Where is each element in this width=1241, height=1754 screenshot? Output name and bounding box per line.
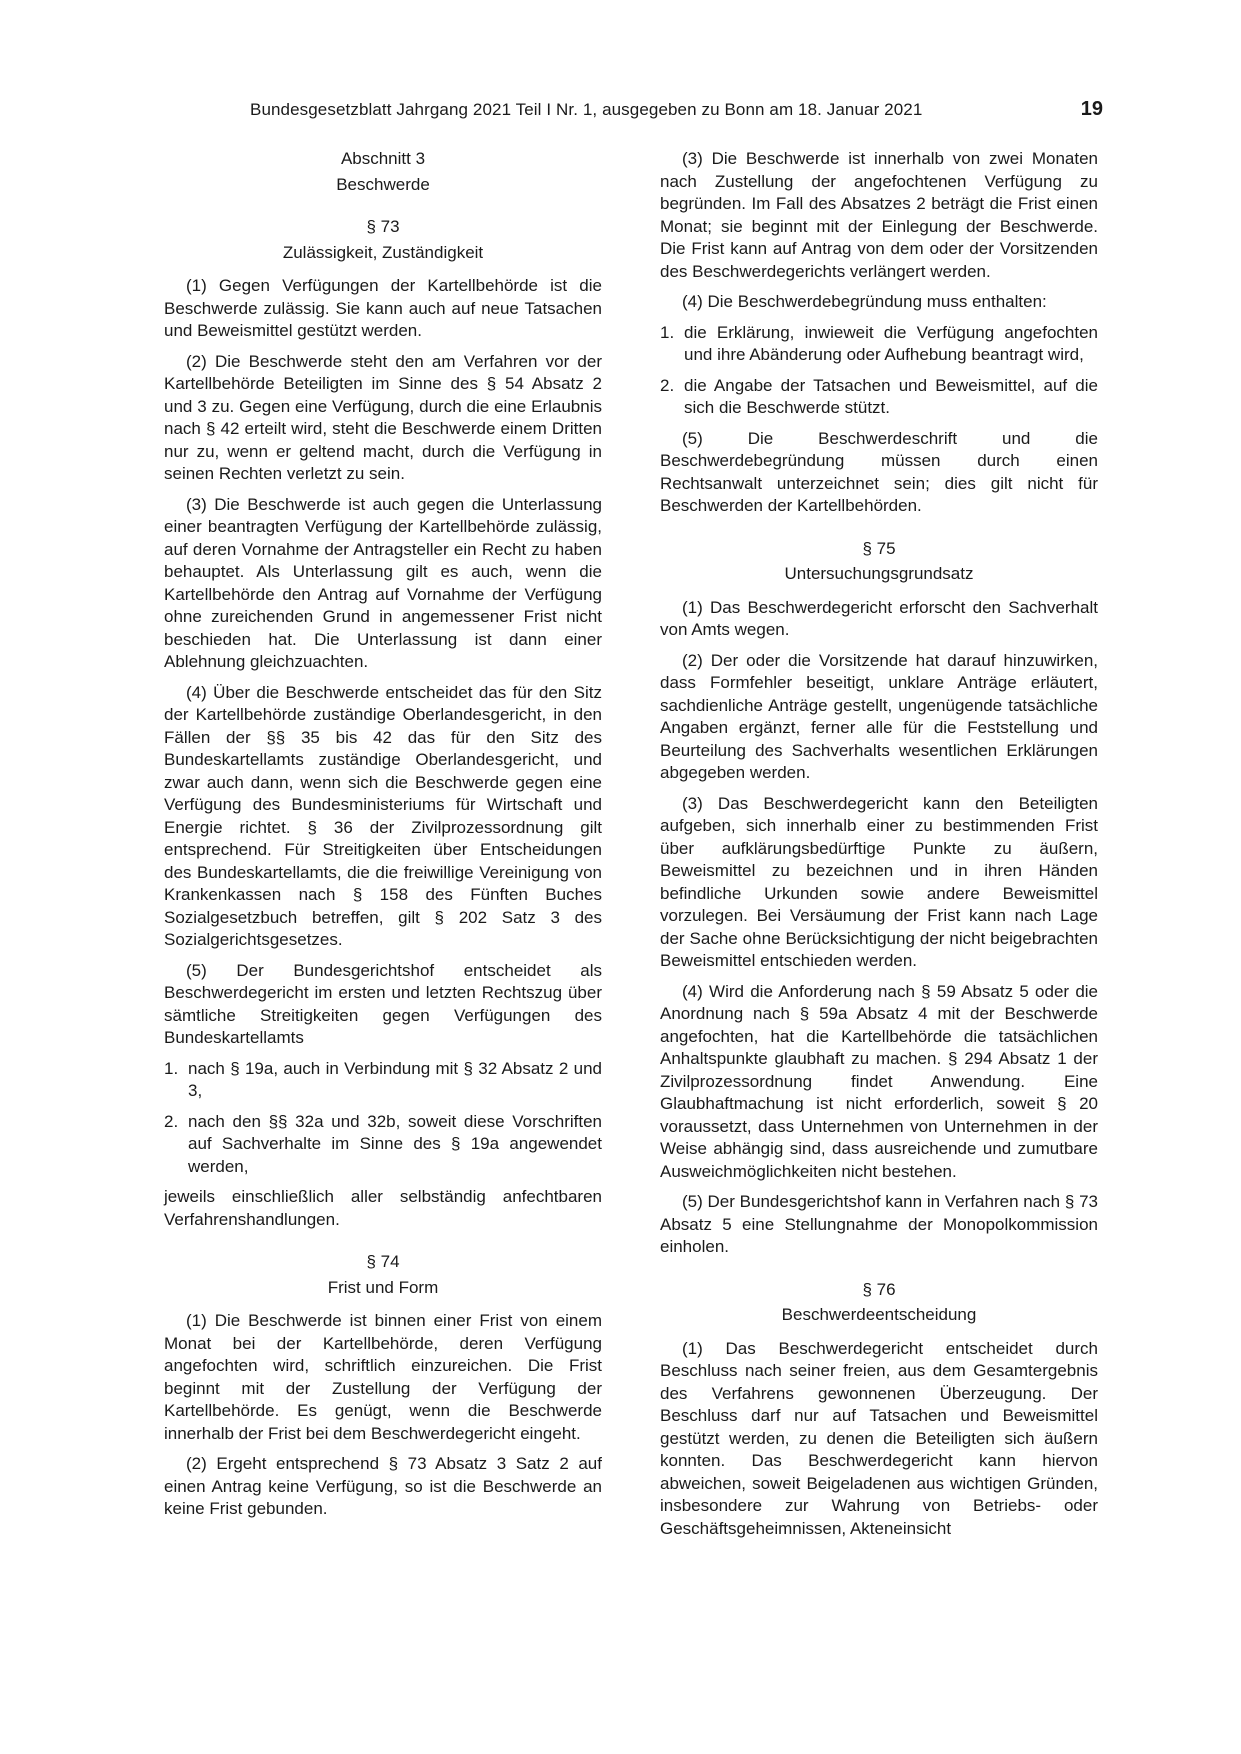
s74-absatz-4: (4) Die Beschwerdebegründung muss enthalten:: [682, 292, 1047, 311]
header-text: Bundesgesetzblatt Jahrgang 2021 Teil I Nr. 1, ausgegeben zu Bonn am 18. Januar 2021: [250, 100, 923, 119]
paragraph-title-73: Zulässigkeit, Zuständigkeit: [282, 242, 484, 262]
paragraph-title-75: Untersuchungsgrundsatz: [784, 564, 974, 583]
list-item-text: nach § 19a, auch in Verbindung mit § 32 Absatz 2 und 3,: [188, 1058, 602, 1100]
right-column: [660, 148, 1098, 1548]
page-header: [164, 98, 1103, 126]
list-item: [164, 1111, 602, 1179]
s75-absatz-2: (2) Der oder die Vorsitzende hat darauf hinzuwirken, dass Formfehler beseitigt, unklare Anträge erläutert, sachdienliche Anträge gestellt, ungenügende tatsächliche Angaben ergänzt, ferner alle für die Feststellung und Beurteilung des Sachverhalts wesentlichen Erklärungen abgegeben werden.: [660, 650, 1098, 782]
left-column: [164, 148, 602, 1529]
s74-absatz-5: (5) Die Beschwerdeschrift und die Beschwerdebegründung müssen durch einen Rechtsanwalt unterzeichnet sein; dies gilt nicht für Beschwerden der Kartellbehörden.: [660, 428, 1098, 515]
list-item-number: 1.: [164, 1058, 179, 1078]
s74-absatz-2: (2) Ergeht entsprechend § 73 Absatz 3 Satz 2 auf einen Antrag keine Verfügung, so ist die Beschwerde an keine Frist gebunden.: [164, 1454, 602, 1518]
s73-absatz-4: (4) Über die Beschwerde entscheidet das für den Sitz der Kartellbehörde zuständige Oberlandesgericht, in den Fällen der §§ 35 bis 42 das für den Sitz des Bundeskartellamts zuständige Oberlandesgericht, und zwar auch dann, wenn sich die Beschwerde gegen eine Verfügung des Bundesministeriums für Wirtschaft und Energie richtet. § 36 der Zivilprozessordnung gilt entsprechend. Für Streitigkeiten über Entscheidungen des Bundeskartellamts, die die freiwillige Vereinigung von Krankenkassen nach § 158 des Fünften Buches Sozialgesetzbuch betreffen, gilt § 202 Satz 3 des Sozialgerichtsgesetzes.: [164, 682, 602, 949]
s73-absatz-5-list: [164, 1058, 602, 1179]
page-number: 19: [1080, 98, 1103, 120]
s74-absatz-4-list: [660, 322, 1098, 420]
s73-absatz-1: (1) Gegen Verfügungen der Kartellbehörde ist die Beschwerde zulässig. Sie kann auch auf neue Tatsachen und Beweismittel gestützt werden.: [164, 276, 602, 340]
list-item-text: die Angabe der Tatsachen und Beweismittel, auf die sich die Beschwerde stützt.: [684, 375, 1098, 417]
s74-absatz-1: (1) Die Beschwerde ist binnen einer Frist von einem Monat bei der Kartellbehörde, deren Verfügung angefochten wird, schriftlich einzureichen. Die Frist beginnt mit der Zustellung der Verfügung der Kartellbehörde. Es genügt, wenn die Beschwerde innerhalb der Frist bei dem Beschwerdegericht eingeht.: [164, 1311, 602, 1443]
list-item-text: die Erklärung, inwieweit die Verfügung angefochten und ihre Abänderung oder Aufhebung beantragt wird,: [684, 322, 1098, 364]
list-item: [164, 1058, 602, 1103]
paragraph-number-73: § 73: [366, 217, 400, 236]
paragraph-number-75: § 75: [862, 538, 896, 558]
s75-absatz-1: (1) Das Beschwerdegericht erforscht den Sachverhalt von Amts wegen.: [660, 597, 1098, 639]
paragraph-title-76: Beschwerdeentscheidung: [781, 1305, 977, 1324]
s73-absatz-5: (5) Der Bundesgerichtshof entscheidet als Beschwerdegericht im ersten und letzten Rechtszug über sämtliche Streitigkeiten gegen Verfügungen des Bundeskartellamts: [164, 960, 602, 1047]
list-item-text: nach den §§ 32a und 32b, soweit diese Vorschriften auf Sachverhalte im Sinne des § 19a angewendet werden,: [188, 1111, 602, 1176]
section-title: Beschwerde: [336, 174, 430, 194]
list-item: [660, 375, 1098, 420]
list-item-number: 2.: [660, 375, 675, 395]
s75-absatz-3: (3) Das Beschwerdegericht kann den Beteiligten aufgeben, sich innerhalb einer zu bestimmenden Frist über aufklärungsbedürftige Punkte zu äußern, Beweismittel zu bezeichnen und in ihren Händen befindliche Urkunden sowie andere Beweismittel vorzulegen. Bei Versäumung der Frist kann nach Lage der Sache ohne Berücksichtigung der nicht beigebrachten Beweismittel entschieden werden.: [660, 793, 1098, 970]
s73-absatz-3: (3) Die Beschwerde ist auch gegen die Unterlassung einer beantragten Verfügung der Kartellbehörde zulässig, auf deren Vornahme der Antragsteller ein Recht zu haben behauptet. Als Unterlassung gilt es auch, wenn die Kartellbehörde den Antrag auf Vornahme der Verfügung ohne zureichenden Grund in angemessener Frist nicht beschieden hat. Die Unterlassung ist dann einer Ablehnung gleichzuachten.: [164, 494, 602, 671]
list-item: [660, 322, 1098, 367]
s76-absatz-1: (1) Das Beschwerdegericht entscheidet durch Beschluss nach seiner freien, aus dem Gesamtergebnis des Verfahrens gewonnenen Überzeugung. Der Beschluss darf nur auf Tatsachen und Beweismittel gestützt werden, zu denen die Beteiligten sich äußern konnten. Das Beschwerdegericht kann hiervon abweichen, soweit Beigeladenen aus wichtigen Gründen, insbesondere zur Wahrung von Betriebs- oder Geschäftsgeheimnissen, Akteneinsicht: [660, 1338, 1098, 1538]
paragraph-number-76: § 76: [862, 1279, 896, 1299]
section-heading: Abschnitt 3: [340, 149, 426, 168]
list-item-number: 1.: [660, 322, 675, 342]
paragraph-title-74: Frist und Form: [327, 1277, 439, 1297]
s74-absatz-3: (3) Die Beschwerde ist innerhalb von zwei Monaten nach Zustellung der angefochtenen Verfügung zu begründen. Im Fall des Absatzes 2 beträgt die Frist einen Monat; sie beginnt mit der Einlegung der Beschwerde. Die Frist kann auf Antrag von dem oder der Vorsitzenden des Beschwerdegerichts verlängert werden.: [660, 149, 1098, 281]
s73-absatz-2: (2) Die Beschwerde steht den am Verfahren vor der Kartellbehörde Beteiligten im Sinne des § 54 Absatz 2 und 3 zu. Gegen eine Verfügung, durch die eine Erlaubnis nach § 42 erteilt wird, steht die Beschwerde einem Dritten nur zu, wenn er geltend macht, durch die Verfügung in seinen Rechten verletzt zu sein.: [164, 351, 602, 483]
s75-absatz-5: (5) Der Bundesgerichtshof kann in Verfahren nach § 73 Absatz 5 eine Stellungnahme der Monopolkommission einholen.: [660, 1192, 1098, 1256]
list-item-number: 2.: [164, 1111, 179, 1131]
paragraph-number-74: § 74: [366, 1252, 400, 1271]
s73-absatz-5-tail: jeweils einschließlich aller selbständig anfechtbaren Verfahrenshandlungen.: [164, 1187, 602, 1229]
s75-absatz-4: (4) Wird die Anforderung nach § 59 Absatz 5 oder die Anordnung nach § 59a Absatz 4 mit der Beschwerde angefochten, hat die Kartellbehörde die tatsächlichen Anhaltspunkte glaubhaft zu machen. § 294 Absatz 1 der Zivilprozessordnung findet Anwendung. Eine Glaubhaftmachung ist nicht erforderlich, soweit § 20 voraussetzt, dass Unternehmen von Unternehmen in der Weise abhängig sind, dass ausreichende und zumutbare Ausweichmöglichkeiten nicht bestehen.: [660, 981, 1098, 1181]
